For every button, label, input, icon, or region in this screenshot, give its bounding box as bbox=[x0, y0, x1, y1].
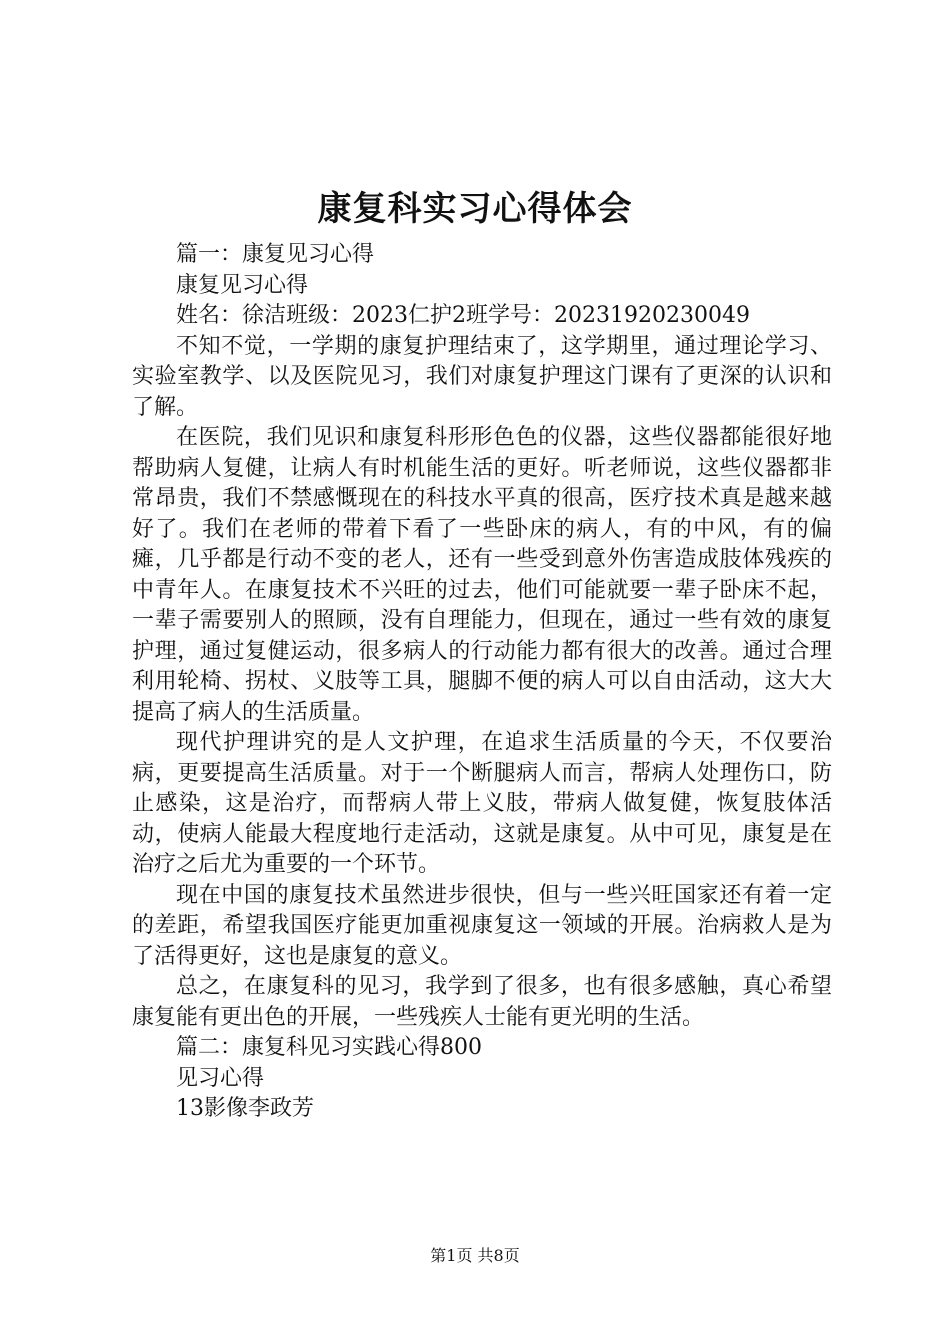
paragraph-conclusion: 总之，在康复科的见习，我学到了很多，也有很多感触，真心希望康复能有更出色的开展，一些残疾人士能有更光明的生活。 bbox=[132, 974, 832, 1030]
paragraph-china-rehab: 现在中国的康复技术虽然进步很快，但与一些兴旺国家还有着一定的差距，希望我国医疗能更加重视康复这一领域的开展。治病救人是为了活得更好，这也是康复的意义。 bbox=[132, 882, 832, 969]
student-info-line: 姓名：徐洁班级：2023仁护2班学号：20231920230049 bbox=[176, 303, 750, 328]
paragraph-intro: 不知不觉，一学期的康复护理结束了，这学期里，通过理论学习、实验室教学、以及医院见习，我们对康复护理这门课有了更深的认识和了解。 bbox=[132, 333, 832, 420]
paragraph-modern-nursing: 现代护理讲究的是人文护理，在追求生活质量的今天，不仅要治病，更要提高生活质量。对于一个断腿病人而言，帮病人处理伤口，防止感染，这是治疗，而帮病人带上义肢，带病人做复健，恢复肢体活动，使病人能最大程度地行走活动，这就是康复。从中可见，康复是在治疗之后尤为重要的一个环节。 bbox=[132, 730, 832, 877]
document-title: 康复科实习心得体会 bbox=[317, 189, 633, 229]
document-body bbox=[132, 240, 832, 1125]
author-line: 13影像李政芳 bbox=[176, 1096, 314, 1121]
section-heading-1: 篇一：康复见习心得 bbox=[176, 242, 375, 267]
subheading-1: 康复见习心得 bbox=[176, 272, 309, 298]
paragraph-hospital: 在医院，我们见识和康复科形形色色的仪器，这些仪器都能很好地帮助病人复健，让病人有时机能生活的更好。听老师说，这些仪器都非常昂贵，我们不禁感慨现在的科技水平真的很高，医疗技术真是越来越好了。我们在老师的带着下看了一些卧床的病人，有的中风，有的偏瘫，几乎都是行动不变的老人，还有一些受到意外伤害造成肢体残疾的中青年人。在康复技术不兴旺的过去，他们可能就要一辈子卧床不起，一辈子需要别人的照顾，没有自理能力，但现在，通过一些有效的康复护理，通过复健运动，很多病人的行动能力都有很大的改善。通过合理利用轮椅、拐杖、义肢等工具，腿脚不便的病人可以自由活动，这大大提高了病人的生活质量。 bbox=[132, 425, 832, 725]
subheading-2: 见习心得 bbox=[176, 1065, 265, 1091]
section-heading-2: 篇二：康复科见习实践心得800 bbox=[176, 1035, 482, 1060]
page-number-footer: 第1页 共8页 bbox=[430, 1246, 520, 1265]
